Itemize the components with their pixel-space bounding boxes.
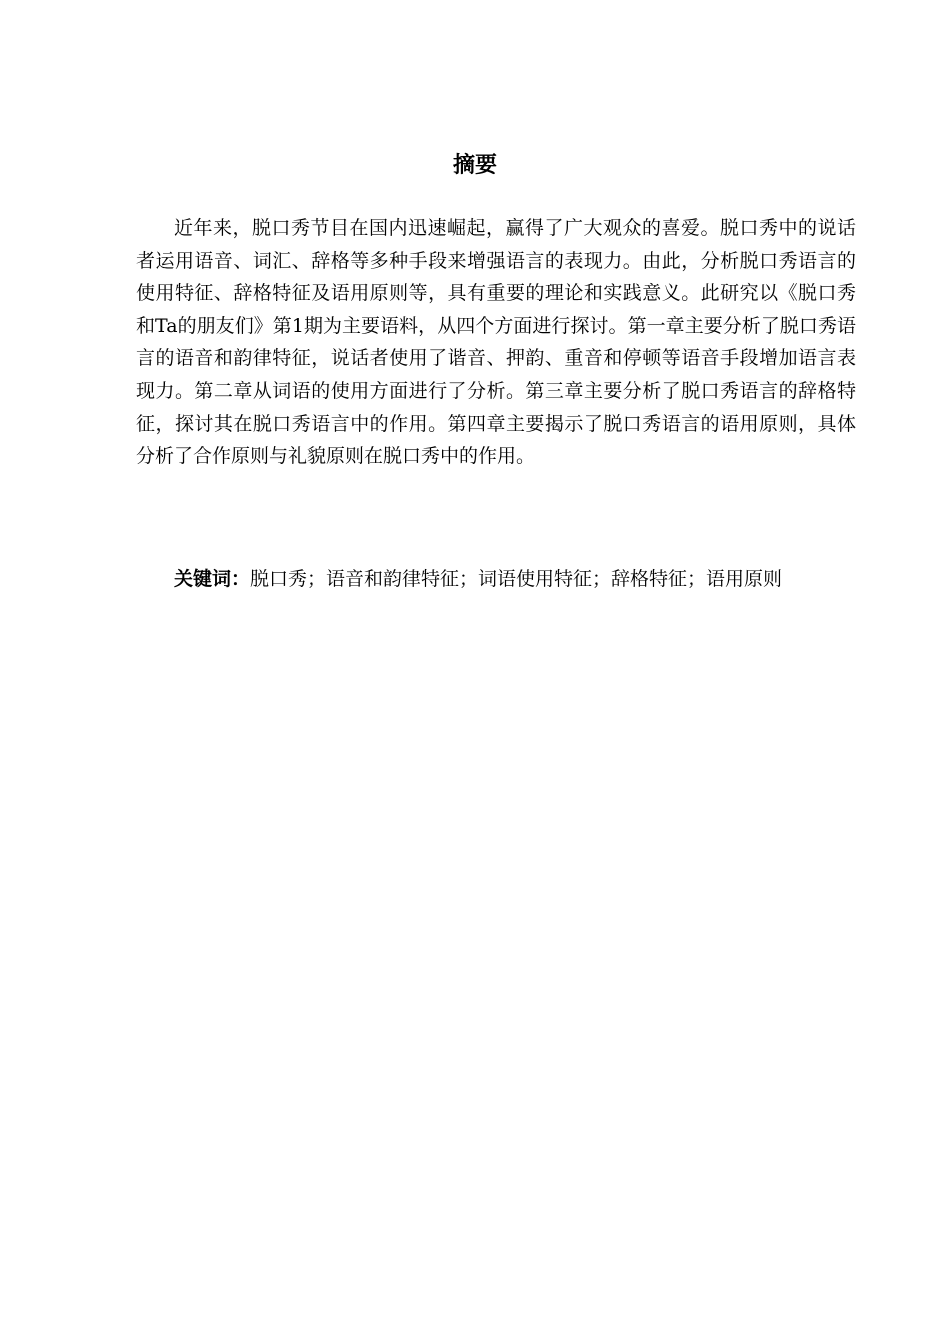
keywords-text: 脱口秀；语音和韵律特征；词语使用特征；辞格特征；语用原则 bbox=[250, 568, 783, 590]
abstract-paragraph: 近年来，脱口秀节目在国内迅速崛起，赢得了广大观众的喜爱。脱口秀中的说话者运用语音、词汇、辞格等多种手段来增强语言的表现力。由此，分析脱口秀语言的使用特征、辞格特征及语用原则等，具有重要的理论和实践意义。此研究以《脱口秀和Ta的朋友们》第1期为主要语料，从四个方面进行探讨。第一章主要分析了脱口秀语言的语音和韵律特征，说话者使用了谐音、押韵、重音和停顿等语音手段增加语言表现力。第二章从词语的使用方面进行了分析。第三章主要分析了脱口秀语言的辞格特征，探讨其在脱口秀语言中的作用。第四章主要揭示了脱口秀语言的语用原则，具体分析了合作原则与礼貌原则在脱口秀中的作用。 bbox=[136, 217, 856, 468]
abstract-title: 摘要 bbox=[452, 153, 497, 178]
keywords-line bbox=[136, 563, 851, 596]
keywords-label: 关键词： bbox=[174, 568, 251, 590]
